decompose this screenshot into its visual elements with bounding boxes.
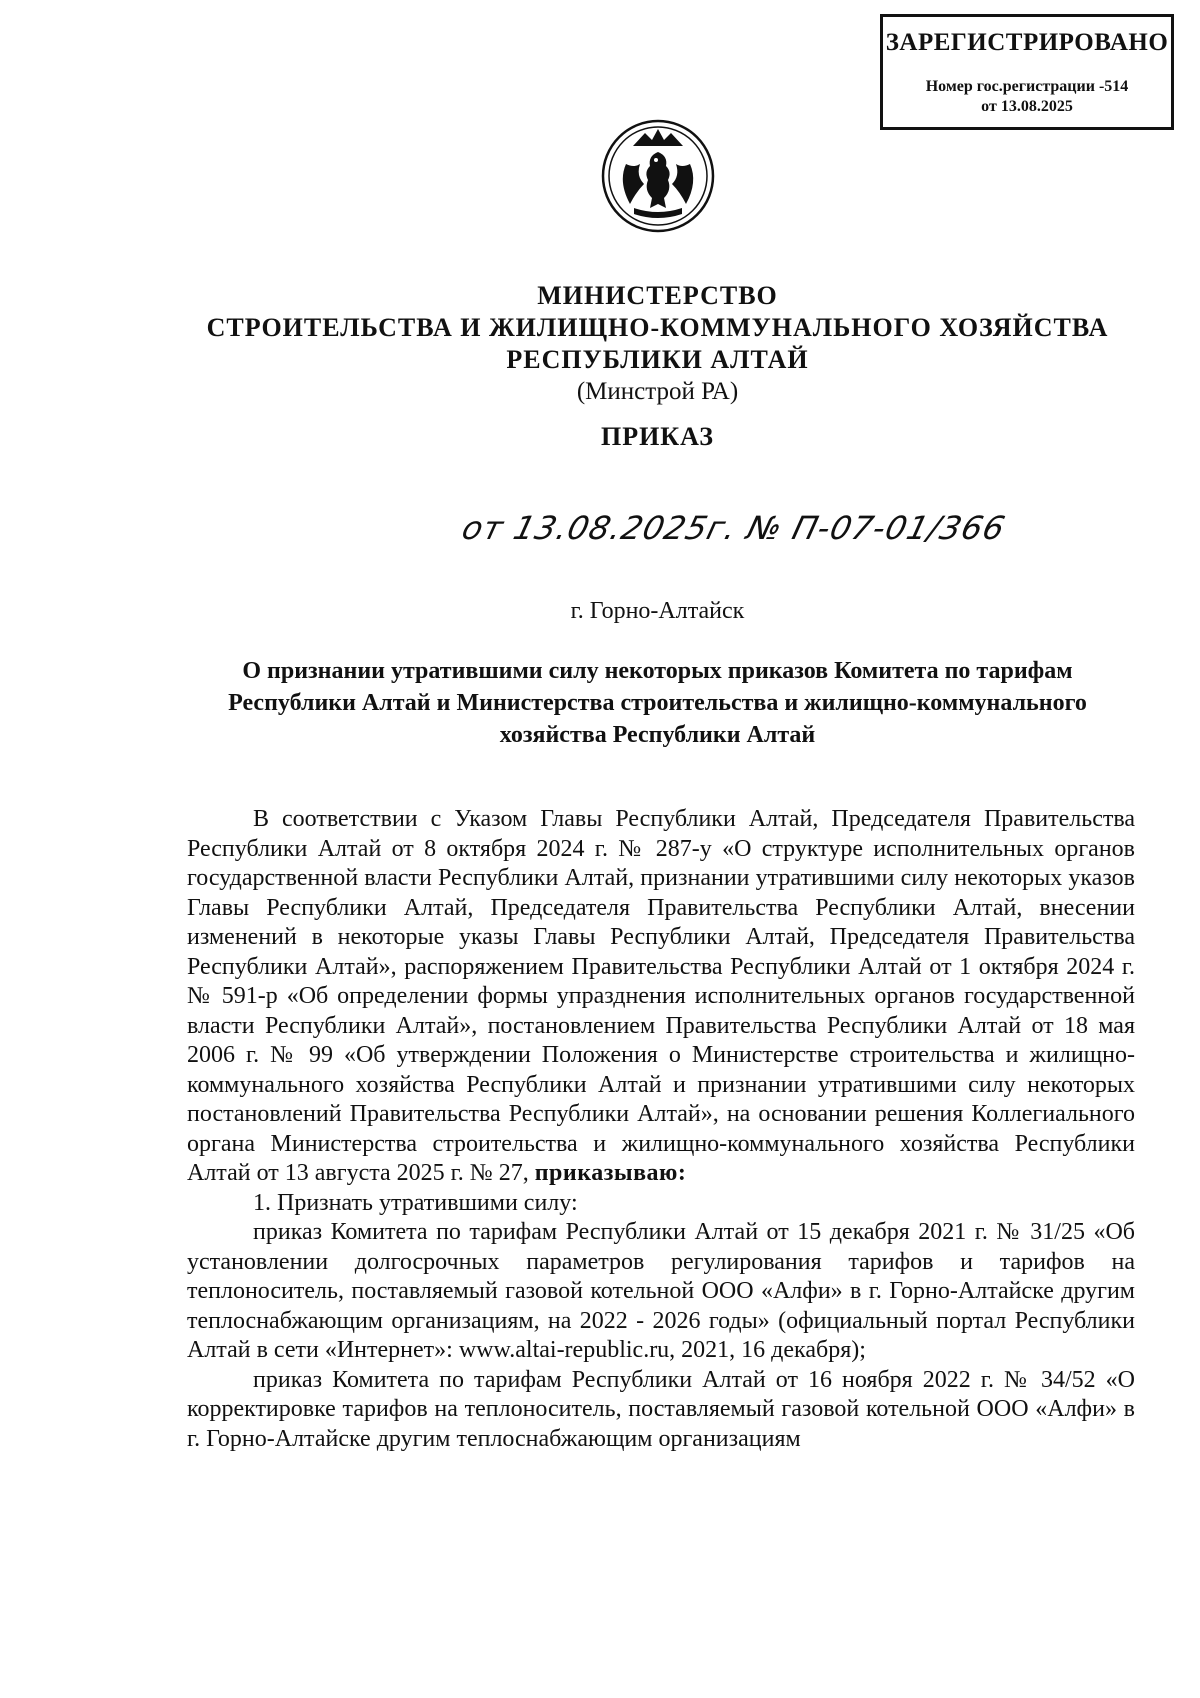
document-title: О признании утратившими силу некоторых приказов Комитета по тарифам Республики Алтай и Министерства строительства и жилищно-коммунального хозяйства Республики Алтай (228, 658, 1087, 748)
item-1-sub-1: приказ Комитета по тарифам Республики Алтай от 15 декабря 2021 г. № 31/25 «Об установлении долгосрочных параметров регулирования тарифов и тарифов на теплоноситель, поставляемый газовой котельной ООО «Алфи» в г. Горно-Алтайске другим теплоснабжающим организациям, на 2022 - 2026 годы» (официальный портал Республики Алтай в сети «Интернет»: www.altai-republic.ru, 2021, 16 декабря); (187, 1219, 1135, 1363)
ministry-abbreviation: (Минстрой РА) (576, 378, 739, 405)
stamp-registration-number: Номер гос.регистрации -514 (925, 78, 1129, 95)
ministry-line-1: МИНИСТЕРСТВО (537, 281, 778, 310)
city: г. Горно-Алтайск (570, 598, 745, 624)
coat-of-arms-icon (600, 118, 716, 234)
ministry-line-3: РЕСПУБЛИКИ АЛТАЙ (506, 345, 809, 374)
ministry-header (0, 280, 1200, 408)
registration-stamp (880, 14, 1174, 130)
item-1: 1. Признать утратившими силу: (253, 1189, 578, 1216)
order-word: приказываю: (534, 1160, 687, 1186)
handwritten-date-number (458, 509, 1010, 557)
ministry-line-2: СТРОИТЕЛЬСТВА И ЖИЛИЩНО-КОММУНАЛЬНОГО ХОЗЯЙСТВА (206, 313, 1109, 342)
document-type: ПРИКАЗ (600, 422, 715, 451)
handwritten-date-number-text: от 13.08.2025г. № П-07-01/366 (458, 509, 1010, 547)
item-1-sub-2: приказ Комитета по тарифам Республики Алтай от 16 ноября 2022 г. № 34/52 «О корректировке тарифов на теплоноситель, поставляемый газовой котельной ООО «Алфи» в г. Горно-Алтайске другим теплоснабжающим организациям (187, 1366, 1135, 1452)
preamble-paragraph (187, 805, 1135, 1189)
preamble-text: В соответствии с Указом Главы Республики Алтай, Председателя Правительства Республики Алтай от 8 октября 2024 г. № 287-у «О структуре исполнительных органов государственной власти Республики Алтай, признании утратившими силу некоторых указов Главы Республики Алтай, Председателя Правительства Республики Алтай, внесении изменений в некоторые указы Главы Республики Алтай, Председателя Правительства Республики Алтай», распоряжением Правительства Республики Алтай от 1 октября 2024 г. № 591-р «Об определении формы упразднения исполнительных органов государственной власти Республики Алтай», постановлением Правительства Республики Алтай от 18 мая 2006 г. № 99 «Об утверждении Положения о Министерстве строительства и жилищно-коммунального хозяйства Республики Алтай и признании утратившими силу некоторых постановлений Правительства Республики Алтай», на основании решения Коллегиального органа Министерства строительства и жилищно-коммунального хозяйства Республики Алтай от 13 августа 2025 г. № 27, (187, 806, 1135, 1186)
stamp-registration-date: от 13.08.2025 (981, 98, 1073, 115)
stamp-title: ЗАРЕГИСТРИРОВАНО (885, 29, 1169, 56)
document-body (187, 805, 1135, 1454)
